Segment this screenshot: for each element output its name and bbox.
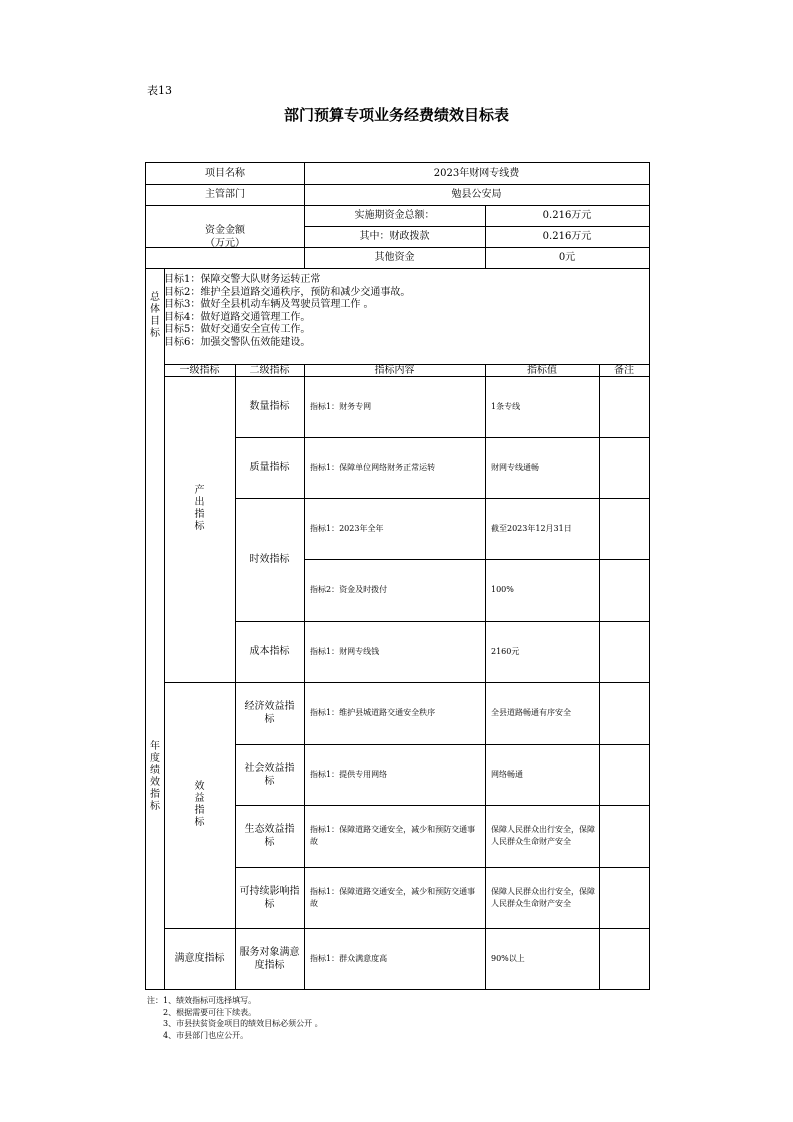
benefit-indicator-group xyxy=(164,682,235,928)
indicator-content: 指标1：财网专线钱 xyxy=(310,646,380,656)
footnote: 4、市县部门也应公开。 xyxy=(163,1030,249,1040)
label-char: 出 xyxy=(194,497,205,508)
project-name-label: 项目名称 xyxy=(205,168,245,179)
label-char: 标 xyxy=(150,328,160,339)
goal-item: 目标3：做好全县机动车辆及驾驶员管理工作 。 xyxy=(164,299,374,310)
label-char: 体 xyxy=(150,304,160,315)
indicator-value: 全县道路畅通有序安全 xyxy=(491,708,571,717)
label-char: 标 xyxy=(194,521,205,532)
fiscal-funds-label: 其中：财政拨款 xyxy=(359,231,430,242)
label-char: 度 xyxy=(150,752,160,764)
footnote: 注：1、绩效指标可选择填写。 xyxy=(147,996,257,1005)
indicator-content: 指标1：保障道路交通安全，减少和预防交通事故 xyxy=(310,886,476,908)
funds-label xyxy=(146,205,304,268)
indicator-content: 指标1：群众满意度高 xyxy=(310,953,388,963)
label-char: 指 xyxy=(150,788,160,800)
overall-goal-list xyxy=(164,274,410,349)
funds-unit-text: （万元） xyxy=(205,237,245,249)
indicator-value: 截至2023年12月31日 xyxy=(491,523,572,533)
annual-indicator-label xyxy=(146,364,164,989)
table-number-label: 表13 xyxy=(147,84,172,97)
indicator-value: 财网专线通畅 xyxy=(491,462,539,472)
indicator-value: 2160元 xyxy=(491,646,520,656)
total-funds-label: 实施期资金总额： xyxy=(354,210,435,221)
footnotes xyxy=(147,995,323,1041)
goal-item: 目标6：加强交警队伍效能建设。 xyxy=(164,336,311,348)
label-char: 指 xyxy=(194,805,205,816)
other-funds-label: 其他资金 xyxy=(374,252,415,263)
label-char: 年 xyxy=(150,740,160,752)
indicator-content: 指标2：资金及时拨付 xyxy=(310,585,388,594)
level2-indicator: 服务对象满意度指标 xyxy=(239,946,300,971)
goal-item: 目标1：保障交警大队财务运转正常 xyxy=(164,274,321,285)
indicator-content: 指标1：2023年全年 xyxy=(310,523,384,533)
indicator-content: 指标1：保障单位网络财务正常运转 xyxy=(310,462,436,472)
column-header: 指标值 xyxy=(527,364,557,376)
department-value: 勉县公安局 xyxy=(451,189,502,200)
label-char: 标 xyxy=(194,817,205,828)
label-char: 绩 xyxy=(150,764,160,776)
label-char: 目 xyxy=(150,316,160,327)
goal-item: 目标4：做好道路交通管理工作。 xyxy=(164,311,311,323)
indicator-value: 90%以上 xyxy=(491,953,525,963)
indicator-content: 指标1：维护县城道路交通安全秩序 xyxy=(310,708,436,717)
level2-indicator: 数量指标 xyxy=(249,401,290,412)
satisfaction-indicator-group: 满意度指标 xyxy=(174,953,225,964)
level2-indicator: 经济效益指标 xyxy=(244,701,295,725)
indicator-value: 1条专线 xyxy=(491,401,521,411)
label-char: 总 xyxy=(150,292,160,303)
department-label: 主管部门 xyxy=(205,189,245,200)
page-title: 部门预算专项业务经费绩效目标表 xyxy=(283,106,509,124)
output-indicator-group xyxy=(164,376,235,682)
goal-item: 目标2：维护全县道路交通秩序，预防和减少交通事故。 xyxy=(164,286,411,298)
funds-label-text: 资金金额 xyxy=(205,224,245,236)
indicator-value: 100% xyxy=(491,585,514,594)
fiscal-funds-value: 0.216万元 xyxy=(542,231,592,242)
level2-indicator: 生态效益指标 xyxy=(244,824,295,848)
level2-indicator: 质量指标 xyxy=(249,462,290,473)
label-char: 指 xyxy=(194,509,205,520)
indicator-content: 指标1：财务专网 xyxy=(310,401,372,411)
column-header: 二级指标 xyxy=(249,364,290,376)
level2-indicator: 可持续影响指标 xyxy=(239,885,300,910)
label-char: 效 xyxy=(150,776,160,788)
indicator-value: 保障人民群众出行安全，保障人民群众生命财产安全 xyxy=(491,886,595,908)
label-char: 效 xyxy=(194,781,205,792)
label-char: 标 xyxy=(150,800,160,812)
label-char: 产 xyxy=(194,485,205,496)
label-char: 益 xyxy=(194,793,205,804)
indicator-content: 指标1：保障道路交通安全，减少和预防交通事故 xyxy=(310,825,476,846)
column-header: 指标内容 xyxy=(374,364,415,376)
level2-indicator: 社会效益指标 xyxy=(244,762,295,787)
overall-goal-label xyxy=(146,268,164,364)
footnote: 2、根据需要可往下续表。 xyxy=(163,1007,257,1017)
other-funds-value: 0元 xyxy=(558,252,576,263)
indicator-value: 保障人民群众出行安全，保障人民群众生命财产安全 xyxy=(491,825,595,846)
goal-item: 目标5：做好交通安全宣传工作。 xyxy=(164,324,311,335)
footnote: 3、市县扶贫资金项目的绩效目标必须公开 。 xyxy=(163,1019,323,1028)
column-header: 备注 xyxy=(614,364,634,376)
column-header: 一级指标 xyxy=(179,364,220,376)
indicator-value: 网络畅通 xyxy=(491,769,523,779)
level2-indicator: 成本指标 xyxy=(249,646,290,657)
level2-indicator: 时效指标 xyxy=(249,554,290,565)
total-funds-value: 0.216万元 xyxy=(542,210,592,221)
indicator-content: 指标1：提供专用网络 xyxy=(310,769,388,779)
performance-target-table xyxy=(145,162,650,990)
project-name-value: 2023年财网专线费 xyxy=(433,168,520,179)
